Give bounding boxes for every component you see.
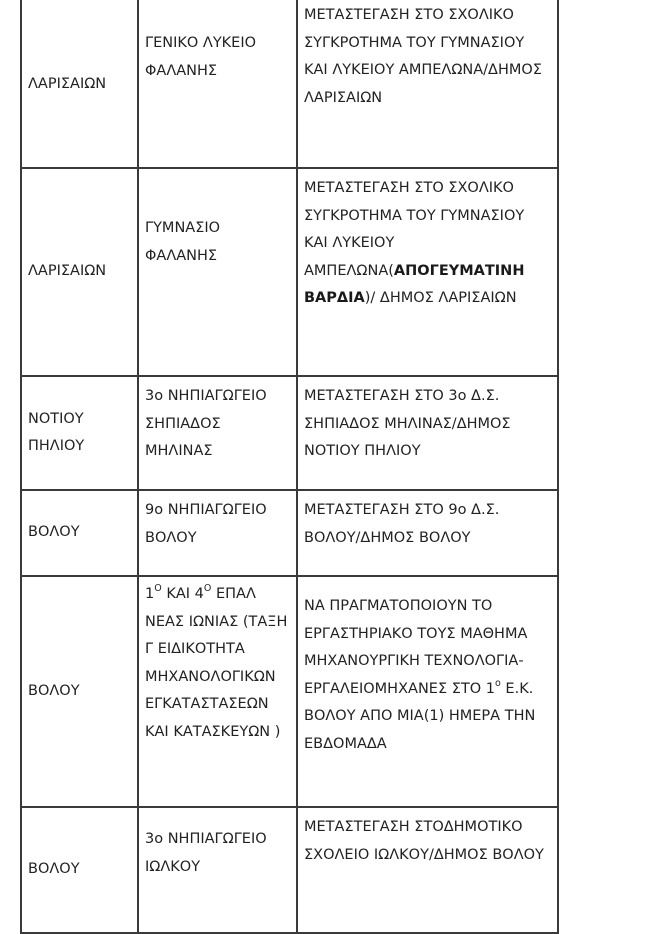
action-cell bbox=[297, 168, 558, 376]
municipality-cell: ΛΑΡΙΣΑΙΩΝ bbox=[21, 168, 138, 376]
school-cell bbox=[138, 576, 297, 807]
action-text: ΜΕΤΑΣΤΕΓΑΣΗ ΣΤΟ ΣΧΟΛΙΚΟ ΣΥΓΚΡΟΤΗΜΑ ΤΟΥ ΓΥΜΝΑΣΙΟΥ ΚΑΙ ΛΥΚΕΙΟΥ ΑΜΠΕΛΩΝΑ( bbox=[304, 180, 525, 279]
action-cell: ΜΕΤΑΣΤΕΓΑΣΗ ΣΤΟ 3ο Δ.Σ. ΣΗΠΙΑΔΟΣ ΜΗΛΙΝΑΣ/ΔΗΜΟΣ ΝΟΤΙΟΥ ΠΗΛΙΟΥ bbox=[297, 376, 558, 490]
school-cell: 9ο ΝΗΠΙΑΓΩΓΕΙΟ ΒΟΛΟΥ bbox=[138, 490, 297, 576]
table-row bbox=[21, 576, 558, 807]
school-text-tail: ΕΠΑΛ ΝΕΑΣ ΙΩΝΙΑΣ (ΤΑΞΗ Γ ΕΙΔΙΚΟΤΗΤΑ ΜΗΧΑΝΟΛΟΓΙΚΩΝ ΕΓΚΑΤΑΣΤΑΣΕΩΝ ΚΑΙ ΚΑΤΑΣΚΕΥΩΝ ) bbox=[145, 586, 288, 740]
ordinal-superscript: Ο bbox=[154, 583, 162, 595]
table-row bbox=[21, 490, 558, 576]
afternoon-shift-emphasis: ΑΠΟΓΕΥΜΑΤΙΝΗ ΒΑΡΔΙΑ bbox=[304, 262, 525, 306]
ordinal-superscript: Ο bbox=[203, 583, 212, 595]
ordinal-superscript: ο bbox=[495, 677, 501, 689]
school-number: 1 bbox=[145, 586, 155, 602]
action-cell bbox=[297, 576, 558, 807]
municipality-cell: ΝΟΤΙΟΥ ΠΗΛΙΟΥ bbox=[21, 376, 138, 490]
action-cell: ΜΕΤΑΣΤΕΓΑΣΗ ΣΤΟΔΗΜΟΤΙΚΟ ΣΧΟΛΕΙΟ ΙΩΛΚΟΥ/ΔΗΜΟΣ ΒΟΛΟΥ bbox=[297, 807, 558, 933]
action-cell: ΜΕΤΑΣΤΕΓΑΣΗ ΣΤΟ 9ο Δ.Σ. ΒΟΛΟΥ/ΔΗΜΟΣ ΒΟΛΟΥ bbox=[297, 490, 558, 576]
action-text: ΝΑ ΠΡΑΓΜΑΤΟΠΟΙΟΥΝ ΤΟ ΕΡΓΑΣΤΗΡΙΑΚΟ ΤΟΥΣ ΜΑΘΗΜΑ ΜΗΧΑΝΟΥΡΓΙΚΗ ΤΕΧΝΟΛΟΓΙΑ-ΕΡΓΑΛΕΙΟΜΗΧΑΝΕΣ ΣΤΟ 1 bbox=[304, 598, 528, 697]
table-row bbox=[21, 168, 558, 376]
table-row bbox=[21, 0, 558, 168]
municipality-cell: ΒΟΛΟΥ bbox=[21, 490, 138, 576]
school-cell: 3ο ΝΗΠΙΑΓΩΓΕΙΟ ΣΗΠΙΑΔΟΣ ΜΗΛΙΝΑΣ bbox=[138, 376, 297, 490]
municipality-cell: ΛΑΡΙΣΑΙΩΝ bbox=[21, 0, 138, 168]
municipality-cell: ΒΟΛΟΥ bbox=[21, 576, 138, 807]
table-row bbox=[21, 807, 558, 933]
school-cell: ΓΕΝΙΚΟ ΛΥΚΕΙΟ ΦΑΛΑΝΗΣ bbox=[138, 0, 297, 168]
action-text-tail: Ε.Κ. ΒΟΛΟΥ ΑΠΟ ΜΙΑ(1) ΗΜΕΡΑ ΤΗΝ ΕΒΔΟΜΑΔΑ bbox=[304, 680, 536, 752]
school-cell: 3ο ΝΗΠΙΑΓΩΓΕΙΟ ΙΩΛΚΟΥ bbox=[138, 807, 297, 933]
school-text: ΚΑΙ 4 bbox=[161, 586, 204, 602]
action-cell: ΜΕΤΑΣΤΕΓΑΣΗ ΣΤΟ ΣΧΟΛΙΚΟ ΣΥΓΚΡΟΤΗΜΑ ΤΟΥ ΓΥΜΝΑΣΙΟΥ ΚΑΙ ΛΥΚΕΙΟΥ ΑΜΠΕΛΩΝΑ/ΔΗΜΟΣ ΛΑΡΙΣΑΙΩΝ bbox=[297, 0, 558, 168]
table-row bbox=[21, 376, 558, 490]
municipality-cell: ΒΟΛΟΥ bbox=[21, 807, 138, 933]
school-cell: ΓΥΜΝΑΣΙΟ ΦΑΛΑΝΗΣ bbox=[138, 168, 297, 376]
action-text-tail: )/ ΔΗΜΟΣ ΛΑΡΙΣΑΙΩΝ bbox=[364, 290, 517, 306]
relocation-table bbox=[20, 0, 559, 934]
